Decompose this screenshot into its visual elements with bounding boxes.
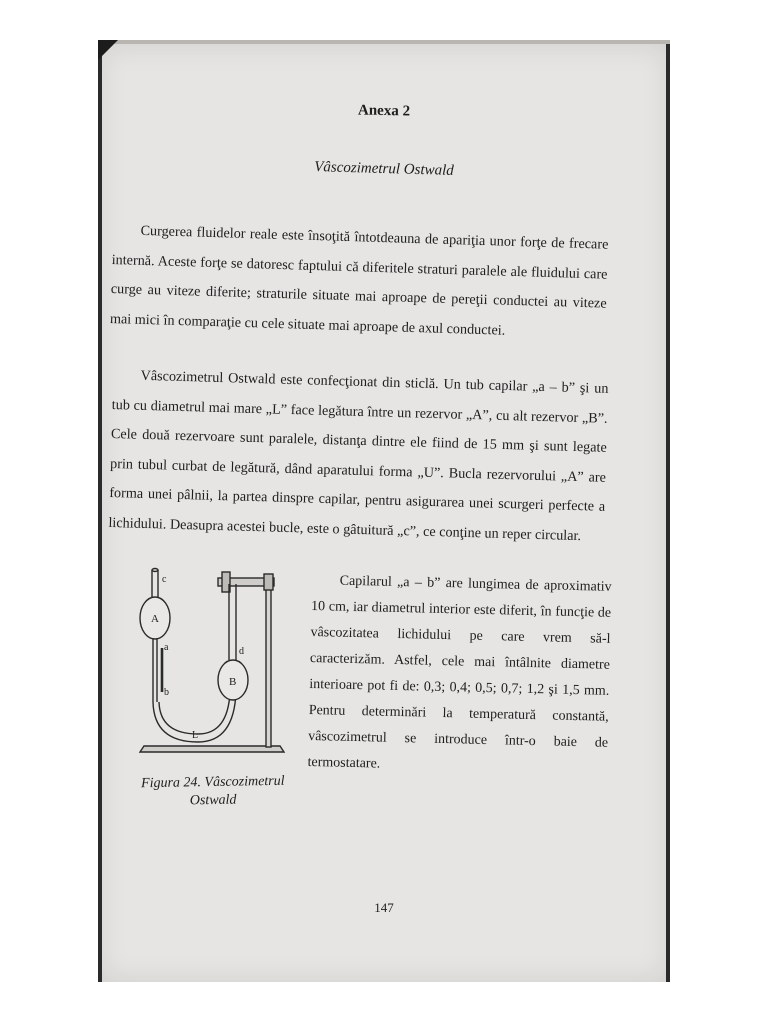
label-b-reservoir: B xyxy=(229,676,237,688)
stand-base xyxy=(140,746,284,752)
clamp-knob xyxy=(264,574,273,590)
label-c: c xyxy=(162,574,167,585)
caption-line: Ostwald xyxy=(189,792,237,809)
paragraph-text: Capilarul „a – b” are lungimea de aproximativ 10 cm, iar diametrul interior este diferit, în funcţie de vâscozitatea lichidului pe care vrem să-l caracterizăm. Astfel, cele mai întâlnite diametre interioare pot fi de: 0,3; 0,4; 0,5; 0,7; 1,2 şi 1,5 mm. Pentru determinări la temperatură constantă, vâscozimetrul se introduce într-o baie de termostatare. xyxy=(307,573,612,772)
figure-caption xyxy=(120,772,307,811)
label-a-reservoir: A xyxy=(151,613,159,625)
label-l: L xyxy=(192,730,199,741)
caption-line: Figura 24. Vâscozimetrul xyxy=(140,773,285,792)
paragraph-text: Curgerea fluidelor reale este însoţită întotdeauna de apariţia unor forţe de frecare internă. Aceste forţe se datoresc faptului că diferitele straturi paralele ale fluidului care curge au viteze diferite; straturile situate mai aproape de pereţii conductei au viteze mai mici în comparaţie cu cele situate mai aproape de axul conductei. xyxy=(109,222,609,339)
label-a-capillary: a xyxy=(164,642,169,653)
paragraph-description xyxy=(108,361,609,552)
viscometer-diagram xyxy=(132,562,302,762)
paragraph-text: Vâscozimetrul Ostwald este confecţionat din sticlă. Un tub capilar „a – b” şi un tub cu diametrul mai mare „L” face legătura între un rezervor „A”, cu alt rezervor „B”. Cele două rezervoare sunt paralele, distanţa dintre ele fiind de 15 mm şi sunt legate prin tubul curbat de legătură, dând aparatului forma „U”. Bucla rezervorului „A” are forma unei pâlnii, la partea dinspre capilar, pentru asigurarea unei scurgeri perfecte a lichidului. Deasupra acestei bucle, este o gâtuitură „c”, ce conţine un reper circular. xyxy=(108,367,609,544)
label-d: d xyxy=(239,646,244,657)
scan-edge-left xyxy=(98,44,102,982)
paragraph-friction xyxy=(109,216,608,349)
section-title: Vâscozimetrul Ostwald xyxy=(314,159,455,179)
label-b-capillary: b xyxy=(164,687,169,698)
annex-title: Anexa 2 xyxy=(357,102,411,120)
page-number: 147 xyxy=(374,900,394,915)
stand-rod xyxy=(266,582,271,747)
paragraph-capillary xyxy=(307,568,612,783)
viscometer-figure xyxy=(132,562,302,762)
